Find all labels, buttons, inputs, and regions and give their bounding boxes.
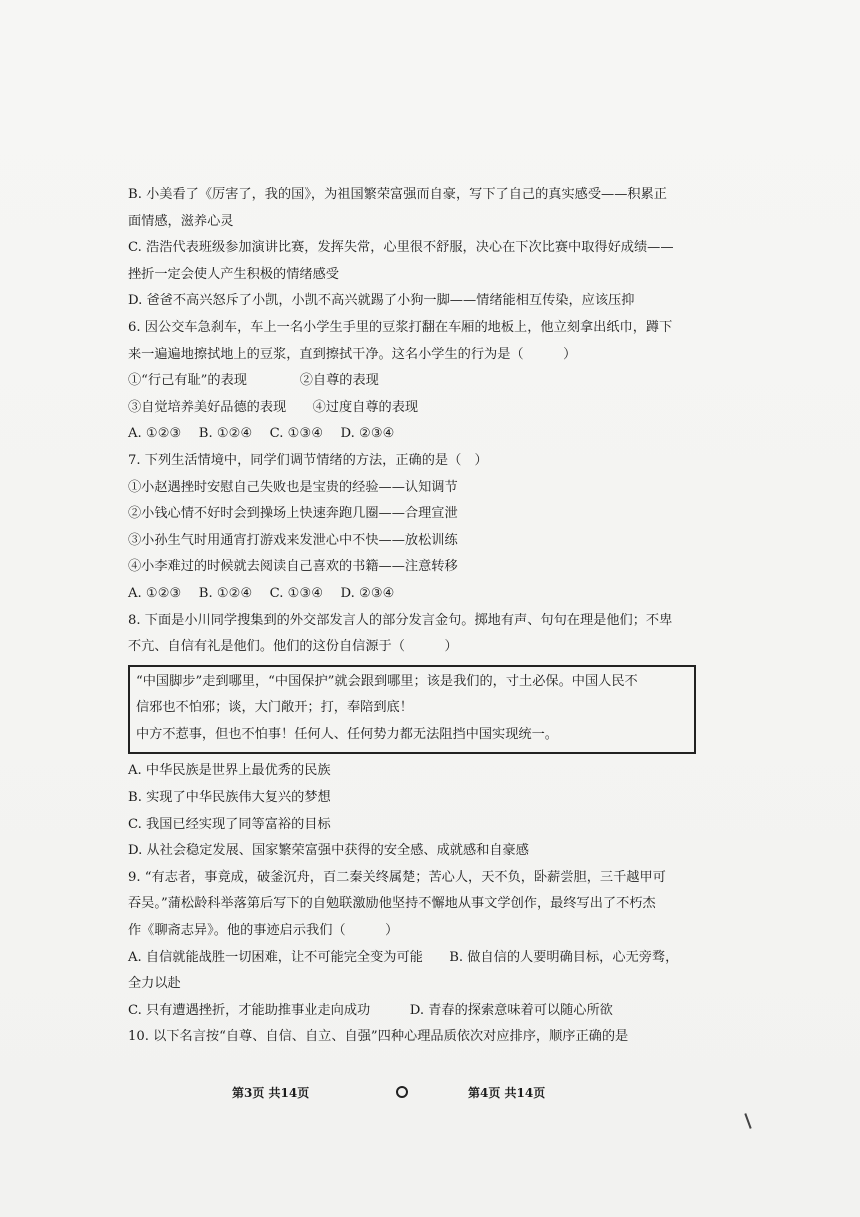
text-line: D. 爸爸不高兴怒斥了小凯，小凯不高兴就踢了小狗一脚——情绪能相互传染，应该压抑 <box>128 293 635 309</box>
text-line: 面情感，滋养心灵 <box>128 213 234 229</box>
scan-mark <box>744 1113 751 1129</box>
questions-part-2 <box>128 758 698 1051</box>
text-line: 作《聊斋志异》。他的事迹启示我们（ ） <box>128 923 399 939</box>
text-line: 8. 下面是小川同学搜集到的外交部发言人的部分发言金句。掷地有声、句句在理是他们；不卑 <box>128 612 673 628</box>
quote-line: 信邪也不怕邪；谈，大门敞开；打，奉陪到底！ <box>136 700 413 716</box>
text-line: 6. 因公交车急刹车，车上一名小学生手里的豆浆打翻在车厢的地板上，他立刻拿出纸巾，蹲下 <box>128 319 673 335</box>
text-line: ②小钱心情不好时会到操场上快速奔跑几圈——合理宣泄 <box>128 506 458 522</box>
text-line: 全力以赴 <box>128 976 181 992</box>
text-line: A. 自信就能战胜一切困难，让不可能完全变为可能 B. 做自信的人要明确目标，心无旁骛， <box>128 949 679 965</box>
text-line: 9. “有志者，事竟成，破釜沉舟，百二秦关终属楚；苦心人，天不负，卧薪尝胆，三千越甲可 <box>128 869 666 885</box>
text-line: A. ①②③ B. ①②④ C. ①③④ D. ②③④ <box>128 585 395 601</box>
quote-line: “中国脚步”走到哪里，“中国保护”就会跟到哪里；该是我们的，寸土必保。中国人民不 <box>136 673 638 689</box>
text-line: B. 小美看了《厉害了，我的国》，为祖国繁荣富强而自豪，写下了自己的真实感受——积累正 <box>128 187 667 202</box>
text-line: 7. 下列生活情境中，同学们调节情绪的方法，正确的是（ ） <box>128 452 488 468</box>
text-line: 来一遍遍地擦拭地上的豆浆，直到擦拭干净。这名小学生的行为是（ ） <box>128 346 577 362</box>
text-line: ①“行己有耻”的表现 ②自尊的表现 <box>128 373 379 389</box>
text-line: D. 从社会稳定发展、国家繁荣富强中获得的安全感、成就感和自豪感 <box>128 843 529 859</box>
text-line: C. 我国已经实现了同等富裕的目标 <box>128 816 331 832</box>
text-line: A. ①②③ B. ①②④ C. ①③④ D. ②③④ <box>128 426 395 442</box>
footer-page-right: 第4页 共14页 <box>468 1086 546 1100</box>
text-line: A. 中华民族是世界上最优秀的民族 <box>128 763 331 779</box>
text-line: C. 浩浩代表班级参加演讲比赛，发挥失常，心里很不舒服，决心在下次比赛中取得好成绩—— <box>128 240 674 256</box>
quote-box <box>128 665 696 755</box>
footer-page-left: 第3页 共14页 <box>232 1086 310 1100</box>
text-line: ①小赵遇挫时安慰自己失败也是宝贵的经验——认知调节 <box>128 479 458 495</box>
text-line: B. 实现了中华民族伟大复兴的梦想 <box>128 790 331 806</box>
text-line: ④小李难过的时候就去阅读自己喜欢的书籍——注意转移 <box>128 559 458 575</box>
text-line: C. 只有遭遇挫折，才能助推事业走向成功 D. 青春的探索意味着可以随心所欲 <box>128 1002 613 1018</box>
text-line: ③自觉培养美好品德的表现 ④过度自尊的表现 <box>128 399 419 415</box>
text-line: ③小孙生气时用通宵打游戏来发泄心中不快——放松训练 <box>128 532 458 548</box>
text-line: 挫折一定会使人产生积极的情绪感受 <box>128 266 339 282</box>
exam-content <box>128 182 698 1051</box>
binding-hole-icon <box>396 1086 408 1098</box>
text-line: 不亢、自信有礼是他们。他们的这份自信源于（ ） <box>128 639 458 655</box>
page-footer <box>0 1082 860 1106</box>
quote-line: 中方不惹事，但也不怕事！任何人、任何势力都无法阻挡中国实现统一。 <box>136 726 558 742</box>
text-line: 10. 以下名言按“自尊、自信、自立、自强”四种心理品质依次对应排序，顺序正确的是 <box>128 1029 629 1045</box>
questions-part-1 <box>128 182 698 661</box>
text-line: 吞吴。”蒲松龄科举落第后写下的自勉联激励他坚持不懈地从事文学创作，最终写出了不朽杰 <box>128 896 656 912</box>
